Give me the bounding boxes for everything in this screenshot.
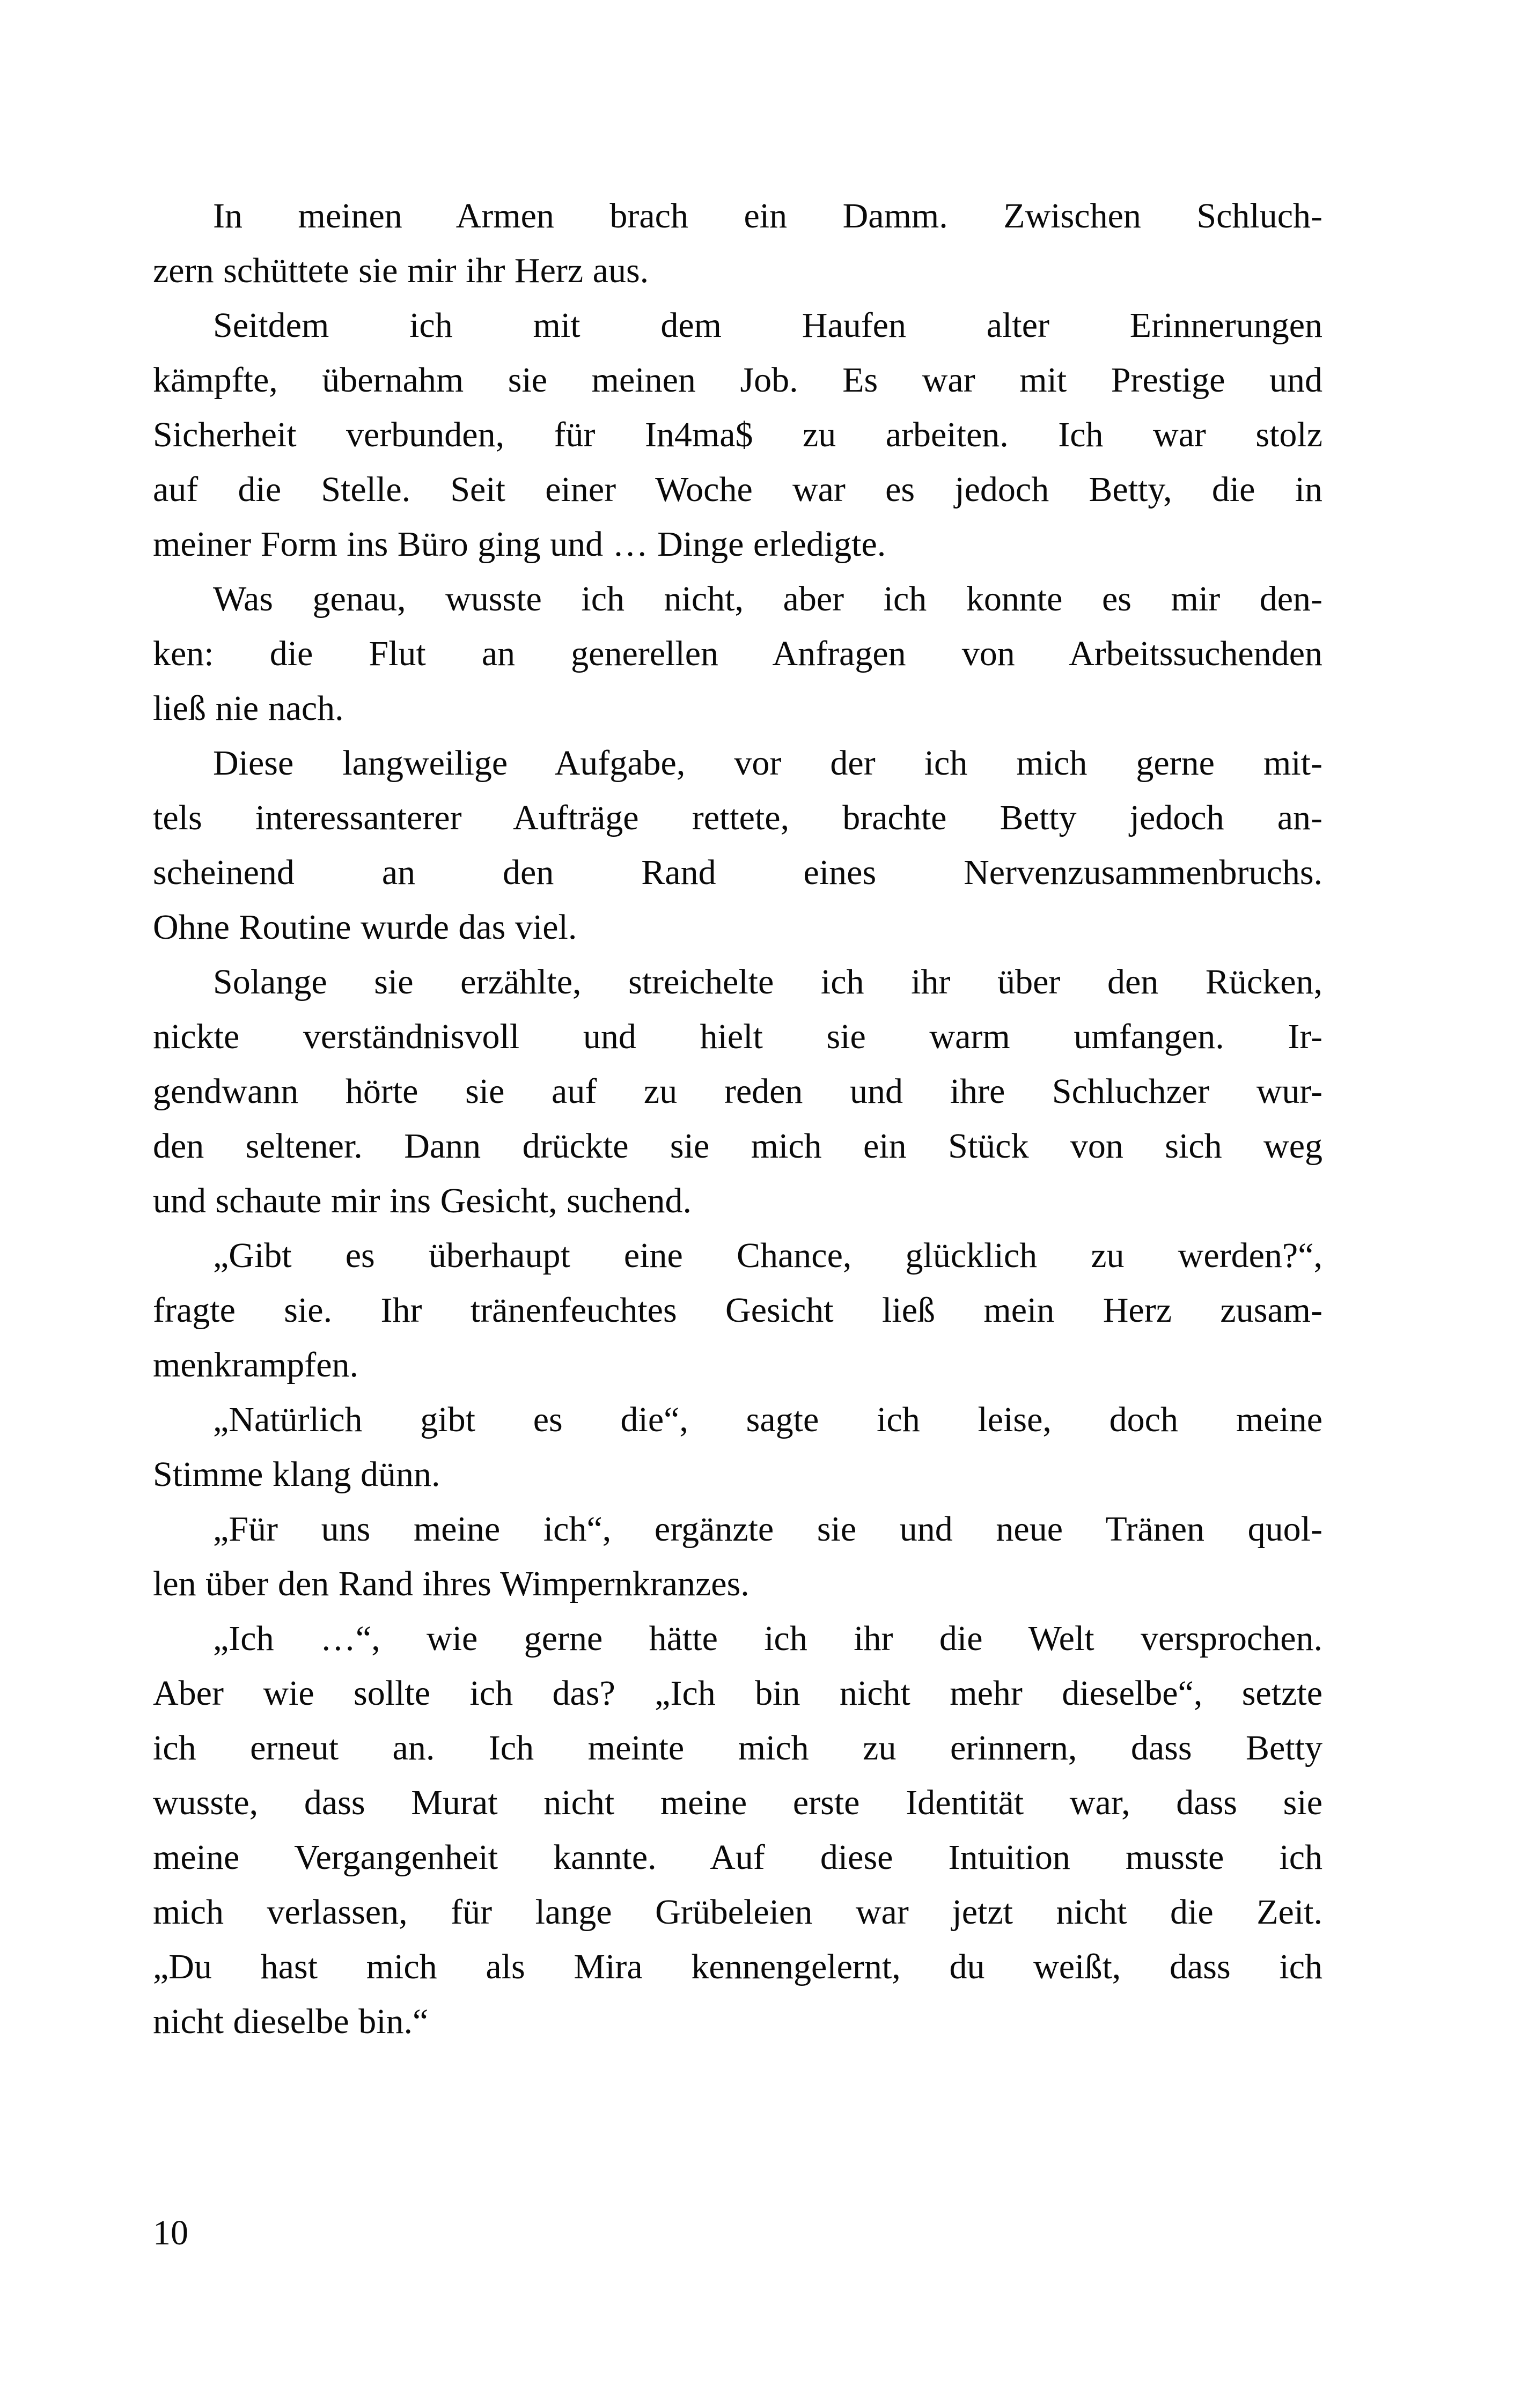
text-line: Aber wie sollte ich das? „Ich bin nicht mehr dieselbe“, setzte (153, 1674, 1322, 1713)
text-line: tels interessanterer Aufträge rettete, brachte Betty jedoch an- (153, 798, 1322, 837)
paragraph (153, 955, 1322, 1228)
paragraph (153, 1393, 1322, 1502)
text-line: fragte sie. Ihr tränenfeuchtes Gesicht ließ mein Herz zusam- (153, 1291, 1322, 1330)
text-line: Sicherheit verbunden, für In4ma$ zu arbeiten. Ich war stolz (153, 415, 1322, 454)
text-line: nickte verständnisvoll und hielt sie warm umfangen. Ir- (153, 1017, 1322, 1056)
text-line: gendwann hörte sie auf zu reden und ihre Schluchzer wur- (153, 1072, 1322, 1111)
text-line: nicht dieselbe bin.“ (153, 2002, 429, 2041)
text-line: In meinen Armen brach ein Damm. Zwischen Schluch- (213, 196, 1322, 235)
paragraph (153, 189, 1322, 298)
text-line: Stimme klang dünn. (153, 1455, 440, 1494)
text-line: menkrampfen. (153, 1345, 359, 1385)
text-line: len über den Rand ihres Wimpernkranzes. (153, 1564, 750, 1603)
paragraph (153, 1502, 1322, 1611)
text-line: zern schüttete sie mir ihr Herz aus. (153, 251, 649, 290)
text-line: kämpfte, übernahm sie meinen Job. Es war mit Prestige und (153, 360, 1322, 400)
text-line: ließ nie nach. (153, 689, 344, 728)
text-line: meiner Form ins Büro ging und … Dinge erledigte. (153, 525, 886, 564)
text-line: auf die Stelle. Seit einer Woche war es jedoch Betty, die in (153, 470, 1322, 509)
text-line: meine Vergangenheit kannte. Auf diese Intuition musste ich (153, 1838, 1322, 1877)
text-line: Ohne Routine wurde das viel. (153, 908, 577, 947)
text-line: „Ich …“, wie gerne hätte ich ihr die Welt versprochen. (213, 1619, 1322, 1658)
text-block (153, 189, 1322, 2049)
paragraph (153, 298, 1322, 572)
page-number: 10 (153, 2213, 188, 2252)
text-line: „Du hast mich als Mira kennengelernt, du weißt, dass ich (153, 1947, 1322, 1986)
text-line: „Natürlich gibt es die“, sagte ich leise, doch meine (213, 1400, 1322, 1439)
text-line: wusste, dass Murat nicht meine erste Identität war, dass sie (153, 1783, 1322, 1822)
paragraph (153, 572, 1322, 736)
text-line: ken: die Flut an generellen Anfragen von Arbeitssuchenden (153, 634, 1322, 673)
paragraph (153, 736, 1322, 955)
text-line: Solange sie erzählte, streichelte ich ihr über den Rücken, (213, 962, 1322, 1002)
text-line: Seitdem ich mit dem Haufen alter Erinnerungen (213, 306, 1322, 345)
paragraph (153, 1611, 1322, 2049)
text-line: „Für uns meine ich“, ergänzte sie und neue Tränen quol- (213, 1509, 1322, 1549)
text-line: Was genau, wusste ich nicht, aber ich konnte es mir den- (213, 579, 1322, 618)
text-line: scheinend an den Rand eines Nervenzusammenbruchs. (153, 853, 1322, 892)
paragraph (153, 1228, 1322, 1393)
text-line: Diese langweilige Aufgabe, vor der ich mich gerne mit- (213, 743, 1322, 783)
text-line: „Gibt es überhaupt eine Chance, glücklich zu werden?“, (213, 1236, 1322, 1275)
text-line: und schaute mir ins Gesicht, suchend. (153, 1181, 692, 1220)
text-line: mich verlassen, für lange Grübeleien war jetzt nicht die Zeit. (153, 1892, 1322, 1932)
text-line: ich erneut an. Ich meinte mich zu erinnern, dass Betty (153, 1728, 1322, 1768)
text-line: den seltener. Dann drückte sie mich ein Stück von sich weg (153, 1126, 1322, 1166)
